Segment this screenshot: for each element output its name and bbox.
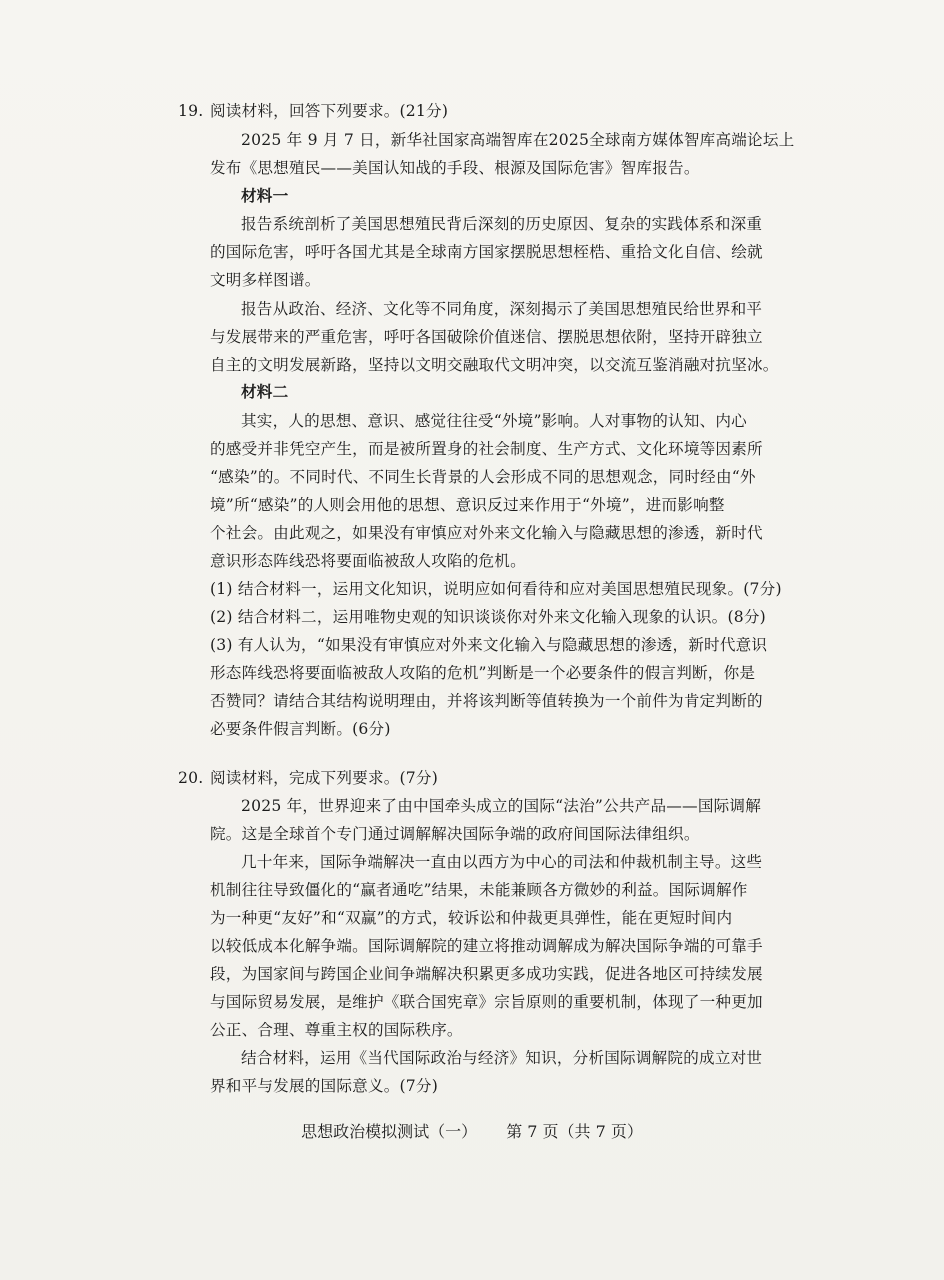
q20-p3-line: 结合材料，运用《当代国际政治与经济》知识，分析国际调解院的成立对世 [241, 1049, 763, 1067]
q20-p2-line: 以较低成本化解争端。国际调解院的建立将推动调解成为解决国际争端的可靠手 [210, 937, 763, 955]
q20-p2-line: 几十年来，国际争端解决一直由以西方为中心的司法和仲裁机制主导。这些 [241, 853, 763, 871]
m2-p1-line: 意识形态阵线恐将要面临被敌人攻陷的危机。 [210, 552, 526, 570]
q20-p2-line: 为一种更“友好”和“双赢”的方式，较诉讼和仲裁更具弹性，能在更短时间内 [210, 909, 733, 927]
q19-requirement-2: (2) 结合材料二，运用唯物史观的知识谈谈你对外来文化输入现象的认识。(8分) [210, 608, 766, 626]
m1-p1-line: 文明多样图谱。 [210, 271, 321, 289]
q19-heading: 阅读材料，回答下列要求。(21分) [210, 102, 449, 120]
m2-p1-line: 其实，人的思想、意识、感觉往往受“外境”影响。人对事物的认知、内心 [241, 412, 747, 430]
q19-requirement-1: (1) 结合材料一，运用文化知识，说明应如何看待和应对美国思想殖民现象。(7分) [210, 580, 782, 598]
q20-p2-line: 段，为国家间与跨国企业间争端解决积累更多成功实践，促进各地区可持续发展 [210, 965, 763, 983]
q20-p1-line: 院。这是全球首个专门通过调解解决国际争端的政府间国际法律组织。 [210, 825, 700, 843]
material-2-title: 材料二 [241, 382, 289, 401]
q19-requirement-3-line: 形态阵线恐将要面临被敌人攻陷的危机”判断是一个必要条件的假言判断，你是 [210, 664, 756, 682]
page-footer [0, 1121, 944, 1143]
m1-p2-line: 报告从政治、经济、文化等不同角度，深刻揭示了美国思想殖民给世界和平 [241, 300, 763, 318]
q19-requirement-3-line: 必要条件假言判断。(6分) [210, 720, 391, 738]
q20-p2-line: 机制往往导致僵化的“赢者通吃”结果，未能兼顾各方微妙的利益。国际调解作 [210, 881, 748, 899]
footer-exam-title: 思想政治模拟测试（一） [301, 1122, 478, 1141]
q19-intro-line: 发布《思想殖民——美国认知战的手段、根源及国际危害》智库报告。 [210, 159, 700, 177]
m1-p1-line: 的国际危害，呼吁各国尤其是全球南方国家摆脱思想桎梏、重拾文化自信、绘就 [210, 243, 763, 261]
q19-requirement-3-line: (3) 有人认为，“如果没有审慎应对外来文化输入与隐藏思想的渗透，新时代意识 [210, 636, 768, 654]
q20-p3-line: 界和平与发展的国际意义。(7分) [210, 1077, 439, 1095]
q20-heading: 阅读材料，完成下列要求。(7分) [210, 769, 439, 787]
m1-p2-line: 与发展带来的严重危害，呼吁各国破除价值迷信、摆脱思想依附，坚持开辟独立 [210, 328, 763, 346]
material-1-title: 材料一 [241, 186, 289, 205]
q20-p2-line: 与国际贸易发展，是维护《联合国宪章》宗旨原则的重要机制，体现了一种更加 [210, 993, 763, 1011]
q19-number: 19. [178, 102, 204, 120]
m2-p1-line: 的感受并非凭空产生，而是被所置身的社会制度、生产方式、文化环境等因素所 [210, 440, 763, 458]
m2-p1-line: 境”所“感染”的人则会用他的思想、意识反过来作用于“外境”，进而影响整 [210, 496, 725, 514]
m2-p1-line: “感染”的。不同时代、不同生长背景的人会形成不同的思想观念，同时经由“外 [210, 468, 756, 486]
q19-requirement-3-line: 否赞同？请结合其结构说明理由，并将该判断等值转换为一个前件为肯定判断的 [210, 692, 763, 710]
m1-p2-line: 自主的文明发展新路，坚持以文明交融取代文明冲突，以交流互鉴消融对抗坚冰。 [210, 356, 779, 374]
footer-page-number: 第 7 页（共 7 页） [506, 1122, 643, 1141]
q20-p1-line: 2025 年，世界迎来了由中国牵头成立的国际“法治”公共产品——国际调解 [241, 797, 762, 815]
q20-number: 20. [178, 769, 204, 787]
q20-p2-line: 公正、合理、尊重主权的国际秩序。 [210, 1021, 463, 1039]
q19-intro-line: 2025 年 9 月 7 日，新华社国家高端智库在2025全球南方媒体智库高端论坛上 [241, 131, 795, 149]
m1-p1-line: 报告系统剖析了美国思想殖民背后深刻的历史原因、复杂的实践体系和深重 [241, 215, 763, 233]
m2-p1-line: 个社会。由此观之，如果没有审慎应对外来文化输入与隐藏思想的渗透，新时代 [210, 524, 763, 542]
